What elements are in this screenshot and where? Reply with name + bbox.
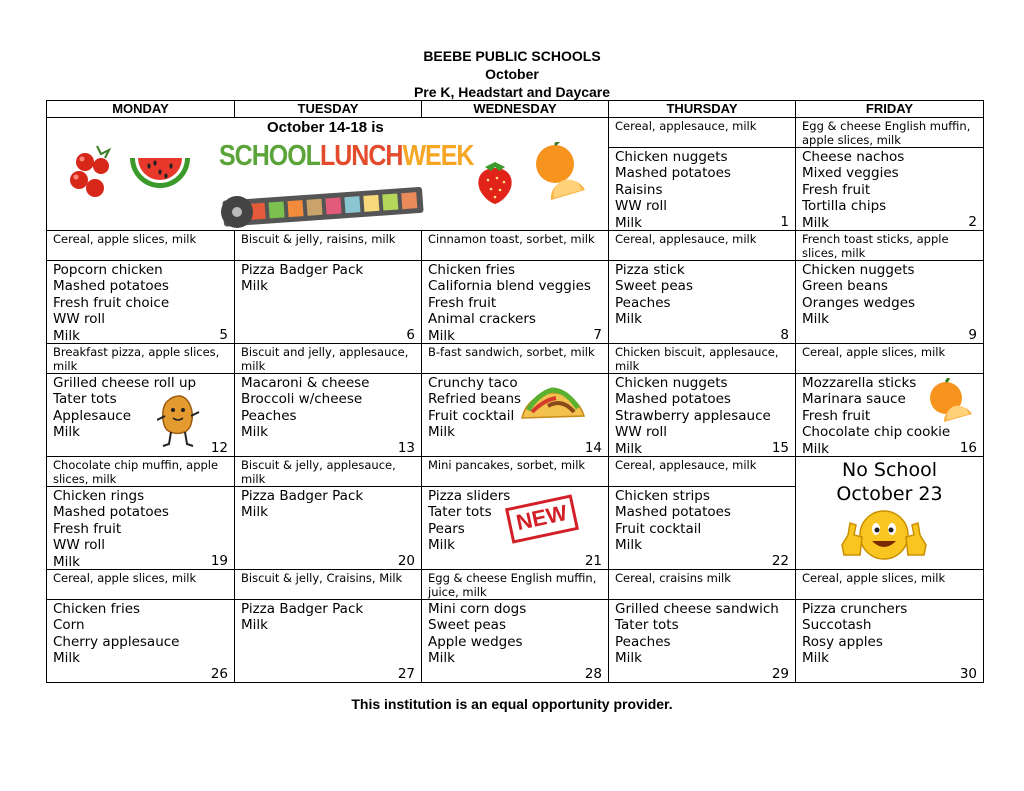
breakfast-text: Breakfast pizza, apple slices, milk [53, 345, 220, 373]
date-number: 27 [397, 666, 415, 682]
day-header-monday: MONDAY [46, 100, 235, 118]
breakfast-cell-oct-26 [46, 569, 235, 600]
lunch-item: Fresh fruit [428, 294, 497, 311]
lunch-items [235, 487, 421, 521]
date-number: 6 [406, 327, 415, 343]
lunch-item: WW roll [53, 311, 106, 328]
breakfast-text: Cereal, apple slices, milk [53, 232, 197, 246]
date-number: 8 [780, 327, 789, 343]
district-title: BEEBE PUBLIC SCHOOLS [423, 48, 601, 64]
breakfast-text: Cereal, craisins milk [615, 571, 731, 585]
lunch-items [609, 600, 795, 667]
lunch-item: Fresh fruit choice [53, 294, 170, 311]
lunch-items [47, 487, 234, 570]
lunch-cell-oct-6 [234, 260, 422, 344]
lunch-cell-oct-21 [421, 486, 609, 570]
date-number: 12 [210, 440, 228, 456]
lunch-item: Oranges wedges [802, 294, 916, 311]
breakfast-text: Biscuit & jelly, Craisins, Milk [241, 571, 403, 585]
lunch-item: Green beans [802, 278, 888, 295]
lunch-items [609, 148, 795, 231]
lunch-item: Milk [53, 553, 80, 570]
lunch-item: Milk [615, 311, 642, 328]
lunch-item: Tater tots [428, 504, 492, 521]
lunch-item: Milk [802, 440, 829, 457]
lunch-item: Milk [53, 424, 80, 441]
lunch-item: Fresh fruit [802, 407, 871, 424]
lunch-items [609, 487, 795, 554]
lunch-cell-oct-14 [421, 373, 609, 457]
lunch-item: Crunchy taco [428, 375, 518, 391]
lunch-item: Cheese nachos [802, 149, 905, 165]
lunch-item: Mixed veggies [802, 165, 899, 182]
breakfast-text: French toast sticks, apple slices, milk [802, 232, 949, 260]
lunch-item: Mashed potatoes [615, 391, 731, 408]
lunch-item: Milk [802, 214, 829, 231]
lunch-item: Corn [53, 617, 85, 634]
lunch-items [235, 600, 421, 634]
lunch-cell-oct-1 [608, 147, 796, 231]
date-number: 20 [397, 553, 415, 569]
date-number: 15 [771, 440, 789, 456]
lunch-item: Apple wedges [428, 633, 523, 650]
date-number: 22 [771, 553, 789, 569]
date-number: 19 [210, 553, 228, 569]
banner-title: October 14-18 is [267, 119, 384, 136]
date-number: 21 [584, 553, 602, 569]
lunch-items [609, 374, 795, 457]
tomato-icon [65, 140, 125, 204]
breakfast-cell-oct-9 [795, 230, 984, 261]
lunch-item: Pizza Badger Pack [241, 262, 364, 278]
lunch-item: Milk [241, 278, 268, 295]
breakfast-cell-oct-1 [608, 117, 796, 148]
lunch-item: Fresh fruit [802, 181, 871, 198]
breakfast-text: Cereal, apple slices, milk [802, 345, 946, 359]
lunch-item: Chocolate chip cookie [802, 424, 951, 441]
lunch-cell-oct-19 [46, 486, 235, 570]
lunch-item: Mashed potatoes [53, 278, 169, 295]
breakfast-cell-oct-7 [421, 230, 609, 261]
lunch-item: Macaroni & cheese [241, 375, 370, 391]
lunch-items [422, 600, 608, 667]
lunch-cell-oct-29 [608, 599, 796, 683]
lunch-item: Mashed potatoes [615, 165, 731, 182]
breakfast-text: Biscuit & jelly, applesauce, milk [241, 458, 396, 486]
lunch-cell-oct-8 [608, 260, 796, 344]
breakfast-text: Chicken biscuit, applesauce, milk [615, 345, 779, 373]
lunch-items [796, 261, 983, 328]
lunch-item: Fresh fruit [53, 520, 122, 537]
lunch-cell-oct-16 [795, 373, 984, 457]
lunch-items [47, 600, 234, 667]
lunch-item: Broccoli w/cheese [241, 391, 363, 408]
breakfast-cell-oct-30 [795, 569, 984, 600]
school-lunch-week-banner [46, 117, 609, 231]
breakfast-cell-oct-21 [421, 456, 609, 487]
footer-statement: This institution is an equal opportunity provider. [351, 696, 673, 712]
lunch-item: Chicken nuggets [615, 149, 728, 165]
breakfast-cell-oct-28 [421, 569, 609, 600]
film-strip-icon [219, 182, 431, 230]
lunch-item: Mashed potatoes [615, 504, 731, 521]
lunch-item: Tater tots [615, 617, 679, 634]
lunch-item: Chicken rings [53, 488, 145, 504]
school-lunch-week-logo [219, 140, 473, 173]
lunch-cell-oct-13 [234, 373, 422, 457]
lunch-cell-oct-9 [795, 260, 984, 344]
watermelon-icon [127, 148, 193, 204]
lunch-cell-oct-27 [234, 599, 422, 683]
lunch-items [235, 374, 421, 441]
breakfast-cell-oct-29 [608, 569, 796, 600]
lunch-cell-oct-28 [421, 599, 609, 683]
no-school-label: No School [842, 459, 937, 481]
day-header-tuesday: TUESDAY [234, 100, 422, 118]
breakfast-cell-oct-5 [46, 230, 235, 261]
date-number: 9 [968, 327, 977, 343]
lunch-item: Animal crackers [428, 311, 536, 328]
lunch-cell-oct-2 [795, 147, 984, 231]
logo-lunch: LUNCH [319, 139, 403, 173]
lunch-cell-oct-15 [608, 373, 796, 457]
thumbs-up-smiley-icon [836, 505, 932, 565]
lunch-item: Tater tots [53, 391, 117, 408]
breakfast-text: Biscuit & jelly, raisins, milk [241, 232, 396, 246]
breakfast-text: Egg & cheese English muffin, apple slices, milk [802, 119, 971, 147]
strawberry-icon [473, 158, 517, 204]
lunch-item: WW roll [615, 424, 668, 441]
date-number: 14 [584, 440, 602, 456]
lunch-item: Milk [615, 440, 642, 457]
lunch-item: Chicken strips [615, 488, 710, 504]
logo-school: SCHOOL [219, 139, 320, 173]
lunch-item: Milk [615, 214, 642, 231]
breakfast-text: Chocolate chip muffin, apple slices, milk [53, 458, 219, 486]
lunch-item: Milk [615, 650, 642, 667]
date-number: 30 [959, 666, 977, 682]
lunch-item: Mashed potatoes [53, 504, 169, 521]
lunch-items [609, 261, 795, 328]
lunch-items [235, 261, 421, 295]
lunch-item: Succotash [802, 617, 872, 634]
lunch-item: Peaches [241, 407, 297, 424]
breakfast-cell-oct-8 [608, 230, 796, 261]
day-header-friday: FRIDAY [795, 100, 984, 118]
lunch-item: Tortilla chips [802, 198, 887, 215]
date-number: 7 [593, 327, 602, 343]
breakfast-cell-oct-19 [46, 456, 235, 487]
lunch-item: Peaches [615, 633, 671, 650]
program-title: Pre K, Headstart and Daycare [413, 84, 611, 100]
lunch-item: Fruit cocktail [615, 520, 702, 537]
day-header-wednesday: WEDNESDAY [421, 100, 609, 118]
breakfast-text: Cereal, applesauce, milk [615, 458, 757, 472]
lunch-cell-oct-5 [46, 260, 235, 344]
lunch-item: Milk [428, 650, 455, 667]
date-number: 26 [210, 666, 228, 682]
lunch-item: Chicken fries [428, 262, 516, 278]
lunch-cell-oct-12 [46, 373, 235, 457]
breakfast-text: Cereal, applesauce, milk [615, 119, 757, 133]
date-number: 29 [771, 666, 789, 682]
breakfast-text: Cereal, applesauce, milk [615, 232, 757, 246]
lunch-item: Cherry applesauce [53, 633, 180, 650]
lunch-item: Chicken nuggets [802, 262, 915, 278]
breakfast-text: Biscuit and jelly, applesauce, milk [241, 345, 409, 373]
lunch-item: Milk [802, 650, 829, 667]
lunch-items [796, 148, 983, 231]
lunch-items [422, 261, 608, 344]
lunch-item: Milk [241, 617, 268, 634]
lunch-item: Refried beans [428, 391, 522, 408]
date-number: 13 [397, 440, 415, 456]
lunch-item: WW roll [53, 537, 106, 554]
orange-slice-icon [926, 378, 974, 426]
new-badge: NEW [505, 494, 579, 543]
lunch-item: Applesauce [53, 407, 132, 424]
lunch-item: Sweet peas [615, 278, 693, 295]
breakfast-text: B-fast sandwich, sorbet, milk [428, 345, 595, 359]
lunch-item: Pizza Badger Pack [241, 488, 364, 504]
breakfast-text: Cereal, apple slices, milk [802, 571, 946, 585]
lunch-item: Raisins [615, 181, 663, 198]
lunch-cell-oct-26 [46, 599, 235, 683]
lunch-item: Grilled cheese sandwich [615, 601, 779, 617]
date-number: 1 [780, 214, 789, 230]
day-header-thursday: THURSDAY [608, 100, 796, 118]
lunch-item: Strawberry applesauce [615, 407, 771, 424]
breakfast-cell-oct-27 [234, 569, 422, 600]
lunch-item: Pizza stick [615, 262, 685, 278]
lunch-item: Pears [428, 520, 465, 537]
lunch-item: Chicken fries [53, 601, 141, 617]
lunch-item: Pizza Badger Pack [241, 601, 364, 617]
lunch-item: Marinara sauce [802, 391, 906, 408]
lunch-item: Milk [53, 327, 80, 344]
lunch-item: WW roll [615, 198, 668, 215]
lunch-cell-oct-20 [234, 486, 422, 570]
lunch-item: California blend veggies [428, 278, 591, 295]
breakfast-cell-oct-15 [608, 343, 796, 374]
lunch-item: Grilled cheese roll up [53, 375, 197, 391]
taco-icon [518, 376, 588, 424]
no-school-date: October 23 [836, 483, 943, 505]
lunch-item: Milk [241, 504, 268, 521]
breakfast-cell-oct-16 [795, 343, 984, 374]
breakfast-text: Mini pancakes, sorbet, milk [428, 458, 586, 472]
date-number: 16 [959, 440, 977, 456]
lunch-item: Milk [615, 537, 642, 554]
lunch-items [47, 261, 234, 344]
breakfast-text: Cereal, apple slices, milk [53, 571, 197, 585]
lunch-item: Milk [428, 537, 455, 554]
breakfast-text: Egg & cheese English muffin, juice, milk [428, 571, 597, 599]
lunch-item: Mini corn dogs [428, 601, 527, 617]
month-title: October [485, 66, 539, 82]
lunch-cell-oct-22 [608, 486, 796, 570]
lunch-item: Chicken nuggets [615, 375, 728, 391]
nugget-character-icon [157, 390, 201, 448]
orange-icon [529, 142, 587, 204]
date-number: 5 [219, 327, 228, 343]
lunch-item: Mozzarella sticks [802, 375, 917, 391]
lunch-item: Fruit cocktail [428, 407, 515, 424]
lunch-items [796, 600, 983, 667]
lunch-item: Pizza sliders [428, 488, 511, 504]
lunch-cell-oct-30 [795, 599, 984, 683]
lunch-item: Milk [428, 424, 455, 441]
date-number: 28 [584, 666, 602, 682]
breakfast-cell-oct-22 [608, 456, 796, 487]
lunch-item: Rosy apples [802, 633, 883, 650]
breakfast-cell-oct-14 [421, 343, 609, 374]
lunch-item: Milk [53, 650, 80, 667]
breakfast-cell-oct-12 [46, 343, 235, 374]
lunch-cell-oct-7 [421, 260, 609, 344]
date-number: 2 [968, 214, 977, 230]
breakfast-text: Cinnamon toast, sorbet, milk [428, 232, 595, 246]
lunch-item: Milk [802, 311, 829, 328]
lunch-item: Pizza crunchers [802, 601, 908, 617]
lunch-item: Popcorn chicken [53, 262, 163, 278]
logo-week: WEEK [402, 139, 474, 173]
lunch-items [47, 374, 234, 441]
no-school-cell [795, 456, 984, 570]
breakfast-cell-oct-13 [234, 343, 422, 374]
lunch-item: Sweet peas [428, 617, 506, 634]
breakfast-cell-oct-2 [795, 117, 984, 148]
lunch-item: Milk [428, 327, 455, 344]
breakfast-cell-oct-20 [234, 456, 422, 487]
lunch-item: Peaches [615, 294, 671, 311]
breakfast-cell-oct-6 [234, 230, 422, 261]
lunch-item: Milk [241, 424, 268, 441]
